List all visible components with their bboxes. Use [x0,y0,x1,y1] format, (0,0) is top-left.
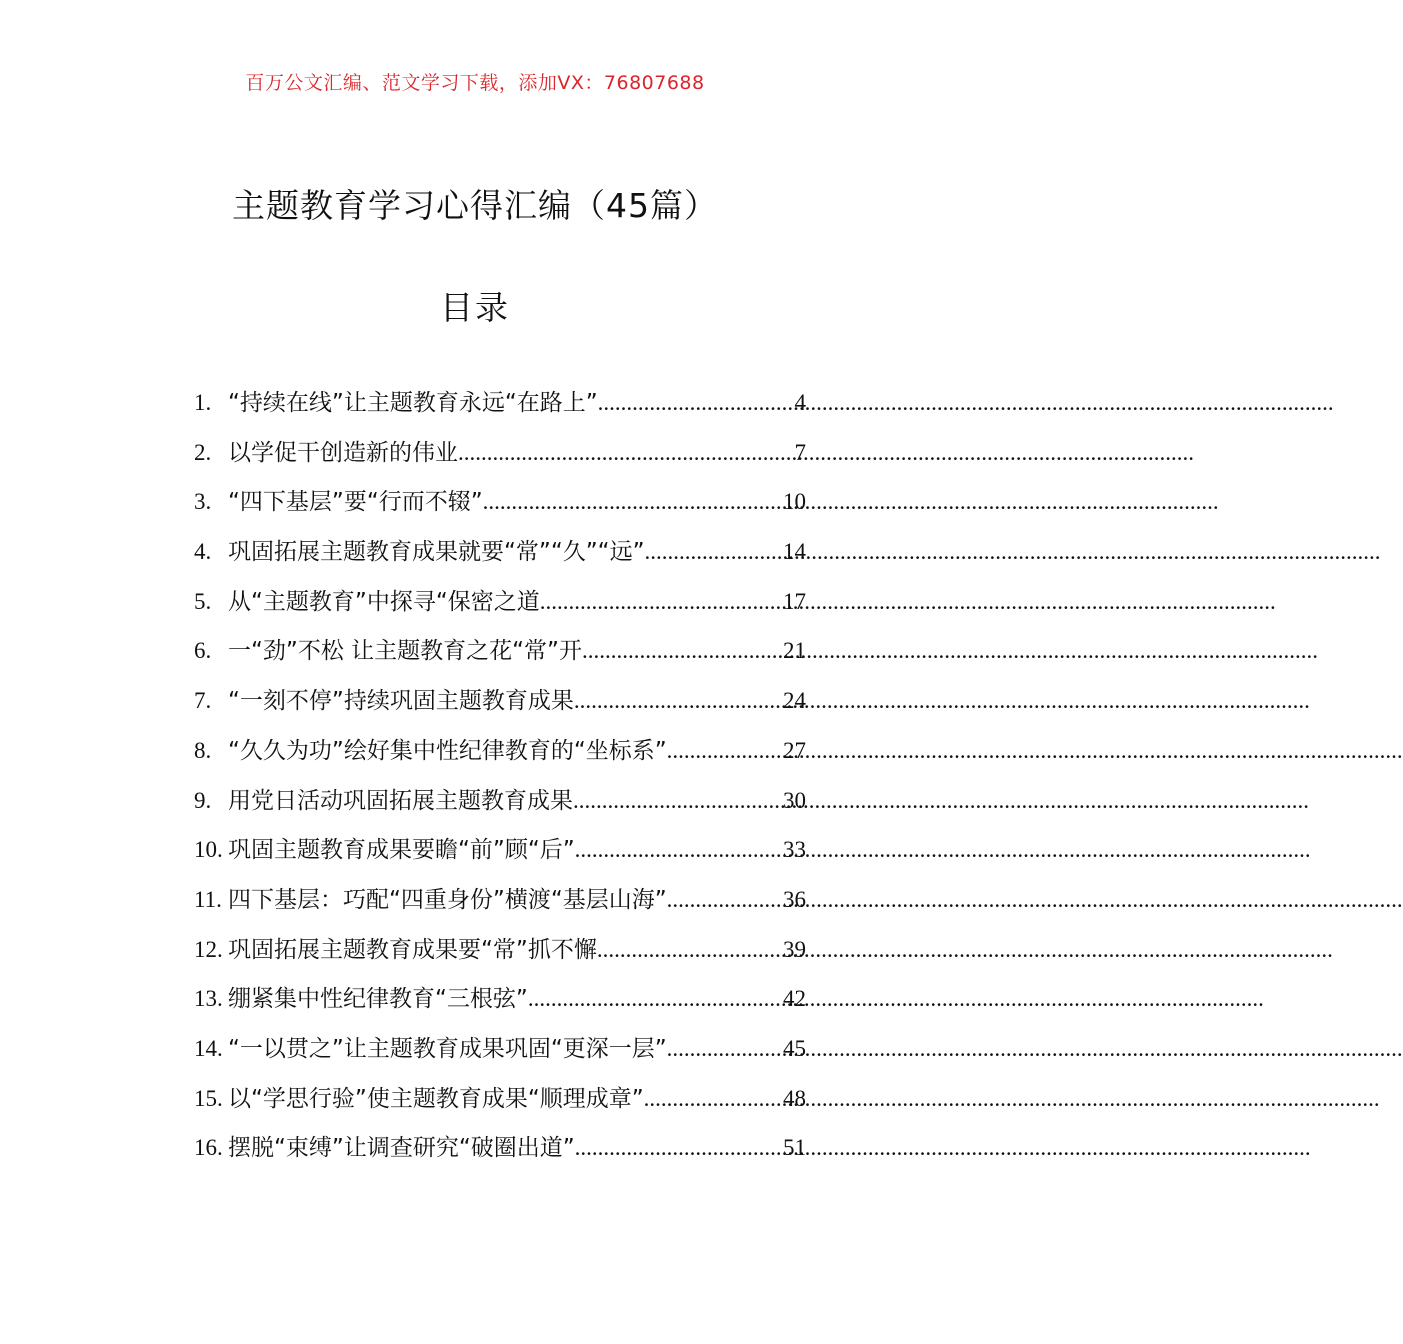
toc-entry-title: 巩固拓展主题教育成果就要“常”“久”“远” [228,539,645,566]
toc-entry-number: 14. [194,1035,223,1061]
toc-entry-page: 48 [783,1085,806,1111]
toc-entry-title: “一刻不停”持续巩固主题教育成果 [228,688,574,715]
toc-entry-title: “久久为功”绘好集中性纪律教育的“坐标系” [228,737,667,764]
toc-entry[interactable] [194,483,806,533]
toc-entry[interactable] [194,1080,806,1130]
toc-dot-leader [582,638,783,664]
toc-entry[interactable] [194,632,806,682]
toc-entry-number: 10. [194,837,223,863]
toc-entry-title: 巩固拓展主题教育成果要“常”抓不懈 [228,936,597,963]
toc-dot-leader [575,837,783,863]
toc-dot-leader [667,1036,783,1062]
toc-dot-leader [574,688,783,714]
toc-entry-number: 4. [194,539,212,565]
toc-entry-title: 绷紧集中性纪律教育“三根弦” [228,986,528,1013]
toc-entry-page: 51 [783,1135,806,1161]
toc-entry-page: 33 [783,837,806,863]
toc-entry-number: 7. [194,688,212,714]
toc-dot-leader [573,788,783,814]
toc-dot-leader [644,1086,783,1112]
toc-entry[interactable] [194,732,806,782]
toc-heading: 目录 [440,288,510,327]
toc-entry-number: 16. [194,1135,223,1161]
toc-entry-title: 用党日活动巩固拓展主题教育成果 [228,787,573,814]
toc-entry[interactable] [194,583,806,633]
toc-entry-title: 以“学思行验”使主题教育成果“顺理成章” [228,1085,644,1112]
toc-dot-leader [528,986,783,1012]
toc-entry-page: 30 [783,787,806,813]
header-note: 百万公文汇编、范文学习下载，添加VX：76807688 [245,72,705,94]
toc-entry-number: 15. [194,1085,223,1111]
toc-dot-leader [575,1135,783,1161]
toc-entry[interactable] [194,980,806,1030]
toc-dot-leader [645,539,784,565]
toc-entry-number: 3. [194,489,212,515]
toc-dot-leader [597,937,783,963]
document-title: 主题教育学习心得汇编（45篇） [232,186,718,225]
toc-entry-title: “一以贯之”让主题教育成果巩固“更深一层” [228,1035,667,1062]
toc-entry-number: 5. [194,588,212,614]
toc-dot-leader [667,738,783,764]
toc-entry[interactable] [194,533,806,583]
toc-entry[interactable] [194,782,806,832]
table-of-contents [194,384,806,1179]
toc-entry[interactable] [194,682,806,732]
toc-entry-title: 四下基层：巧配“四重身份”横渡“基层山海” [228,886,667,913]
toc-dot-leader [458,440,795,466]
toc-entry-page: 45 [783,1035,806,1061]
toc-entry-title: 巩固主题教育成果要瞻“前”顾“后” [228,837,575,864]
toc-entry-page: 36 [783,886,806,912]
toc-dot-leader [667,887,783,913]
toc-entry-title: 从“主题教育”中探寻“保密之道 [228,588,540,615]
toc-entry-title: 以学促干创造新的伟业 [228,439,458,466]
toc-entry[interactable] [194,831,806,881]
toc-entry-page: 10 [783,489,806,515]
toc-entry-title: 摆脱“束缚”让调查研究“破圈出道” [228,1135,575,1162]
toc-entry-title: “四下基层”要“行而不辍” [228,489,483,516]
toc-entry-title: 一“劲”不松 让主题教育之花“常”开 [228,638,582,665]
toc-entry-title: “持续在线”让主题教育永远“在路上” [228,390,598,416]
toc-dot-leader [540,589,783,615]
toc-entry[interactable] [194,931,806,981]
toc-entry-page: 39 [783,936,806,962]
toc-entry[interactable] [194,434,806,484]
toc-dot-leader [598,390,795,416]
toc-entry-page: 21 [783,638,806,664]
toc-entry[interactable] [194,881,806,931]
toc-entry-number: 6. [194,638,212,664]
toc-dot-leader [483,489,783,515]
toc-entry-page: 17 [783,588,806,614]
toc-entry-page: 24 [783,688,806,714]
toc-entry-page: 7 [794,439,806,465]
toc-entry[interactable] [194,1129,806,1179]
toc-entry-page: 14 [783,539,806,565]
toc-entry-page: 4 [794,390,806,415]
toc-entry[interactable] [194,384,806,434]
toc-entry-number: 2. [194,439,212,465]
toc-entry[interactable] [194,1030,806,1080]
toc-entry-number: 11. [194,886,222,912]
toc-entry-page: 42 [783,986,806,1012]
toc-entry-number: 13. [194,986,223,1012]
toc-entry-number: 8. [194,737,212,763]
toc-entry-number: 9. [194,787,212,813]
toc-entry-number: 12. [194,936,223,962]
toc-entry-page: 27 [783,737,806,763]
toc-entry-number: 1. [194,390,212,415]
